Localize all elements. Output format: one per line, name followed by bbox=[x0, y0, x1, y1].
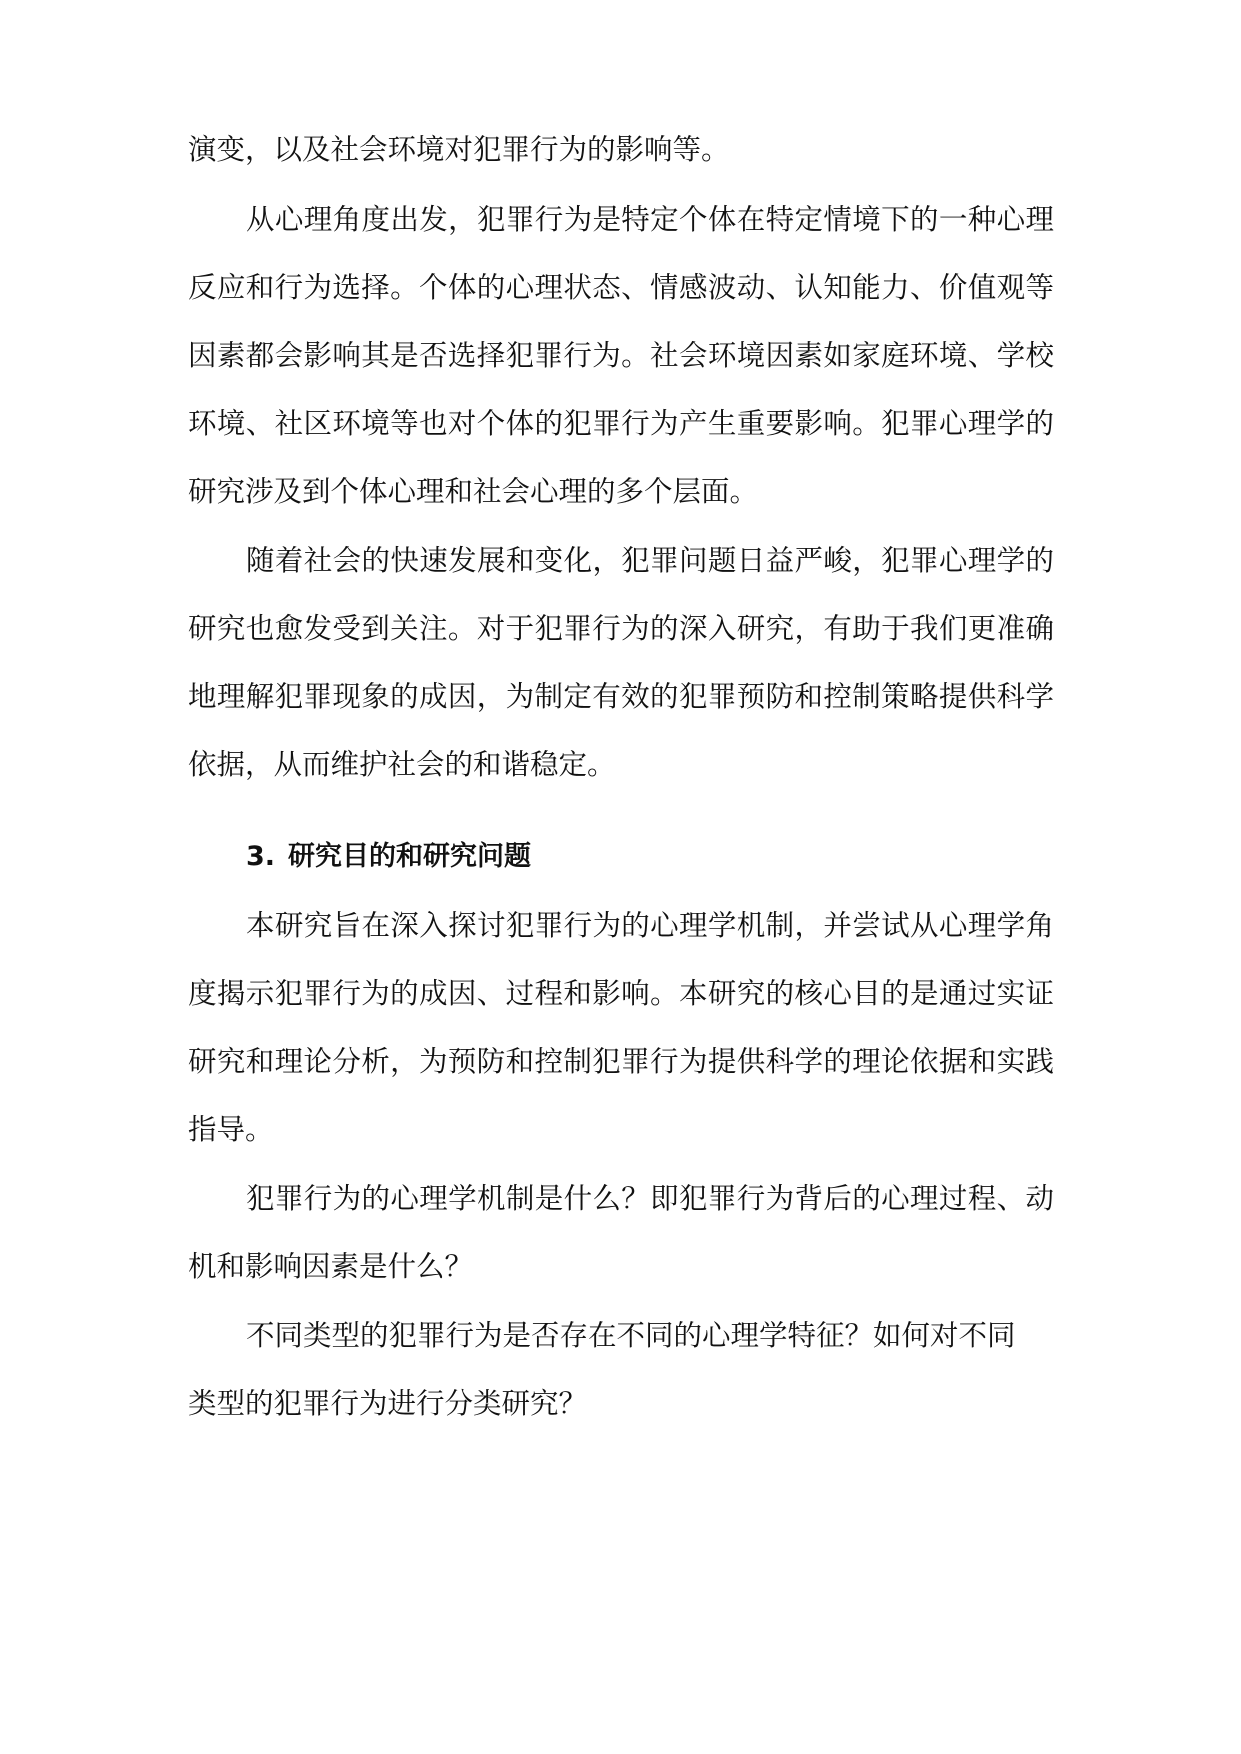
paragraph-line: 从心理角度出发，犯罪行为是特定个体在特定情境下的一种心理 bbox=[246, 203, 1054, 236]
paragraph-line: 依据，从而维护社会的和谐稳定。 bbox=[188, 748, 616, 781]
paragraph-line: 反应和行为选择。个体的心理状态、情感波动、认知能力、价值观等 bbox=[188, 271, 1054, 304]
paragraph-line: 演变，以及社会环境对犯罪行为的影响等。 bbox=[188, 133, 730, 166]
paragraph-line: 因素都会影响其是否选择犯罪行为。社会环境因素如家庭环境、学校 bbox=[188, 339, 1054, 372]
section-number: 3. bbox=[246, 841, 276, 872]
paragraph-line: 度揭示犯罪行为的成因、过程和影响。本研究的核心目的是通过实证 bbox=[188, 977, 1054, 1010]
paragraph-line: 环境、社区环境等也对个体的犯罪行为产生重要影响。犯罪心理学的 bbox=[188, 407, 1054, 440]
paragraph-line: 不同类型的犯罪行为是否存在不同的心理学特征？如何对不同 bbox=[246, 1319, 1016, 1352]
paragraph-line: 研究涉及到个体心理和社会心理的多个层面。 bbox=[188, 475, 759, 508]
paragraph-line: 地理解犯罪现象的成因，为制定有效的犯罪预防和控制策略提供科学 bbox=[188, 680, 1054, 713]
paragraph-line: 研究和理论分析，为预防和控制犯罪行为提供科学的理论依据和实践 bbox=[188, 1045, 1054, 1078]
paragraph-line: 本研究旨在深入探讨犯罪行为的心理学机制，并尝试从心理学角 bbox=[246, 909, 1054, 942]
paragraph-line: 犯罪行为的心理学机制是什么？即犯罪行为背后的心理过程、动 bbox=[246, 1182, 1054, 1215]
paragraph-line: 随着社会的快速发展和变化，犯罪问题日益严峻，犯罪心理学的 bbox=[246, 544, 1054, 577]
paragraph-line: 类型的犯罪行为进行分类研究？ bbox=[188, 1387, 588, 1420]
section-title: 研究目的和研究问题 bbox=[288, 841, 531, 872]
section-heading bbox=[246, 837, 531, 877]
paragraph-line: 指导。 bbox=[188, 1113, 274, 1146]
paragraph-line: 机和影响因素是什么？ bbox=[188, 1250, 474, 1283]
paragraph-line: 研究也愈发受到关注。对于犯罪行为的深入研究，有助于我们更准确 bbox=[188, 612, 1054, 645]
